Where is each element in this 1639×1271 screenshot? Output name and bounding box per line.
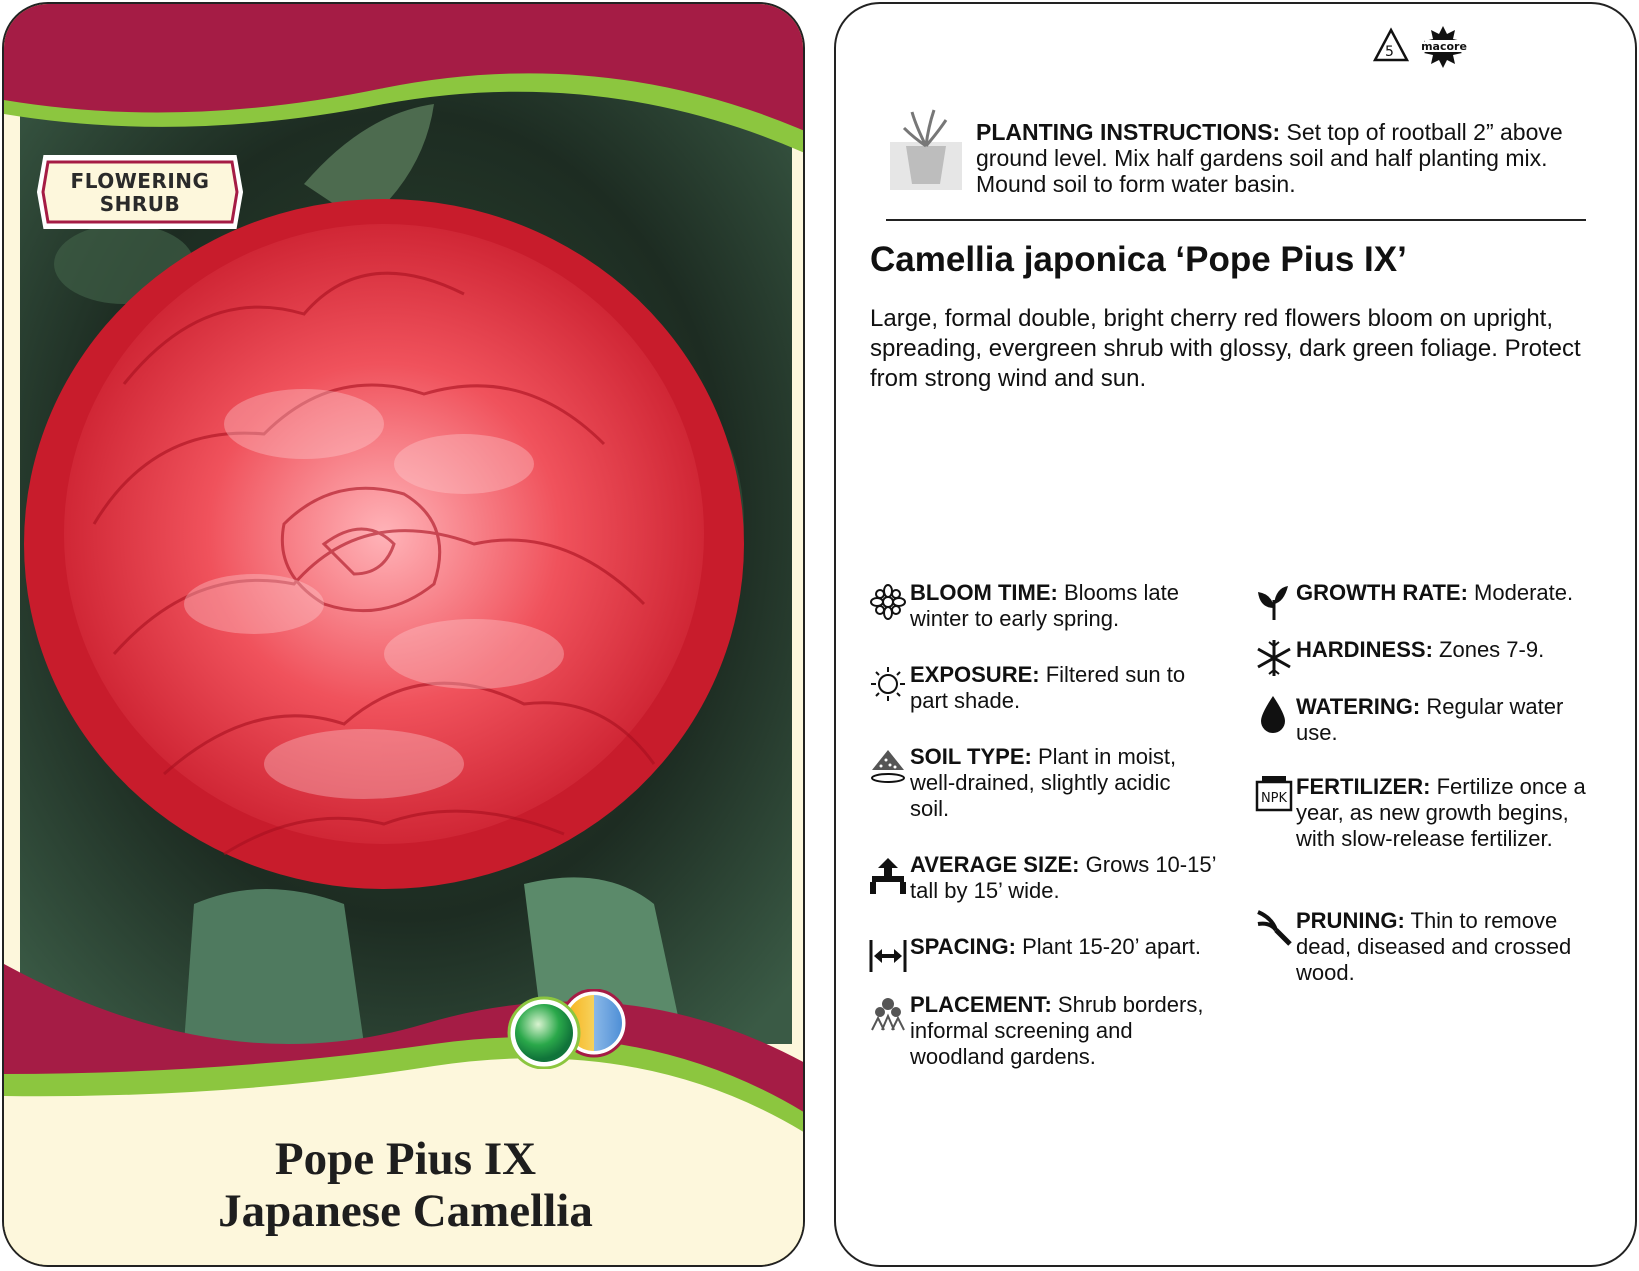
placement-info: PLACEMENT: Shrub borders, informal screening and woodland gardens. — [910, 992, 1204, 1069]
watering-info: WATERING: Regular water use. — [1296, 694, 1564, 745]
color-badges — [504, 989, 634, 1069]
planting-label: PLANTING INSTRUCTIONS: — [976, 119, 1281, 145]
water-drop-icon — [1258, 694, 1288, 734]
sprout-icon — [1254, 582, 1294, 622]
svg-text:macore: macore — [1421, 40, 1467, 53]
species-name: Camellia japonica ‘Pope Pius IX’ — [870, 240, 1407, 279]
placement-icon — [868, 994, 908, 1034]
plant-description: Large, formal double, bright cherry red flowers bloom on upright, spreading, evergreen shrub with glossy, dark green foliage. Protect from strong wind and sun. — [870, 305, 1581, 392]
fertilizer-info: FERTILIZER: Fertilize once a year, as new growth begins, with slow-release fertilizer. — [1296, 774, 1586, 851]
soil-icon — [868, 746, 908, 786]
category-tag: FLOWERING SHRUB — [70, 169, 210, 216]
bloom-time-info: BLOOM TIME: Blooms late winter to early spring. — [910, 580, 1179, 631]
common-name-line-1: Pope Pius IX — [274, 1133, 537, 1185]
planting-text: Set top of rootball 2” above ground level. Mix half gardens soil and half planting mix. Mound soil to form water basin. — [976, 119, 1563, 197]
snowflake-icon — [1254, 638, 1294, 678]
recycle-logos — [1373, 24, 1473, 70]
macore-logo-icon — [1421, 26, 1467, 68]
pruners-icon — [1254, 908, 1294, 948]
pruning-info: PRUNING: Thin to remove dead, diseased and crossed wood. — [1296, 908, 1572, 985]
spacing-info: SPACING: Plant 15-20’ apart. — [910, 934, 1202, 959]
divider — [886, 219, 1586, 221]
exposure-info: EXPOSURE: Filtered sun to part shade. — [910, 662, 1186, 713]
size-icon — [868, 856, 908, 896]
camellia-flower — [24, 199, 744, 889]
recycle-icon — [1375, 30, 1407, 60]
planting-pot-icon — [886, 106, 966, 196]
svg-text:NPK: NPK — [1260, 791, 1288, 806]
growth-rate-info: GROWTH RATE: Moderate. — [1296, 580, 1574, 605]
front-card — [2, 2, 805, 1267]
planting-instructions — [976, 119, 1596, 197]
average-size-info: AVERAGE SIZE: Grows 10-15’ tall by 15’ wide. — [910, 852, 1216, 903]
common-name-line-2: Japanese Camellia — [218, 1185, 593, 1237]
svg-text:5: 5 — [1385, 44, 1394, 60]
flower-icon — [870, 584, 906, 620]
spacing-icon — [868, 938, 908, 974]
back-card — [834, 2, 1637, 1267]
hardiness-info: HARDINESS: Zones 7-9. — [1296, 637, 1545, 662]
sun-icon — [870, 666, 906, 702]
soil-type-info: SOIL TYPE: Plant in moist, well-drained, slightly acidic soil. — [910, 744, 1177, 821]
fertilizer-icon — [1254, 774, 1294, 812]
